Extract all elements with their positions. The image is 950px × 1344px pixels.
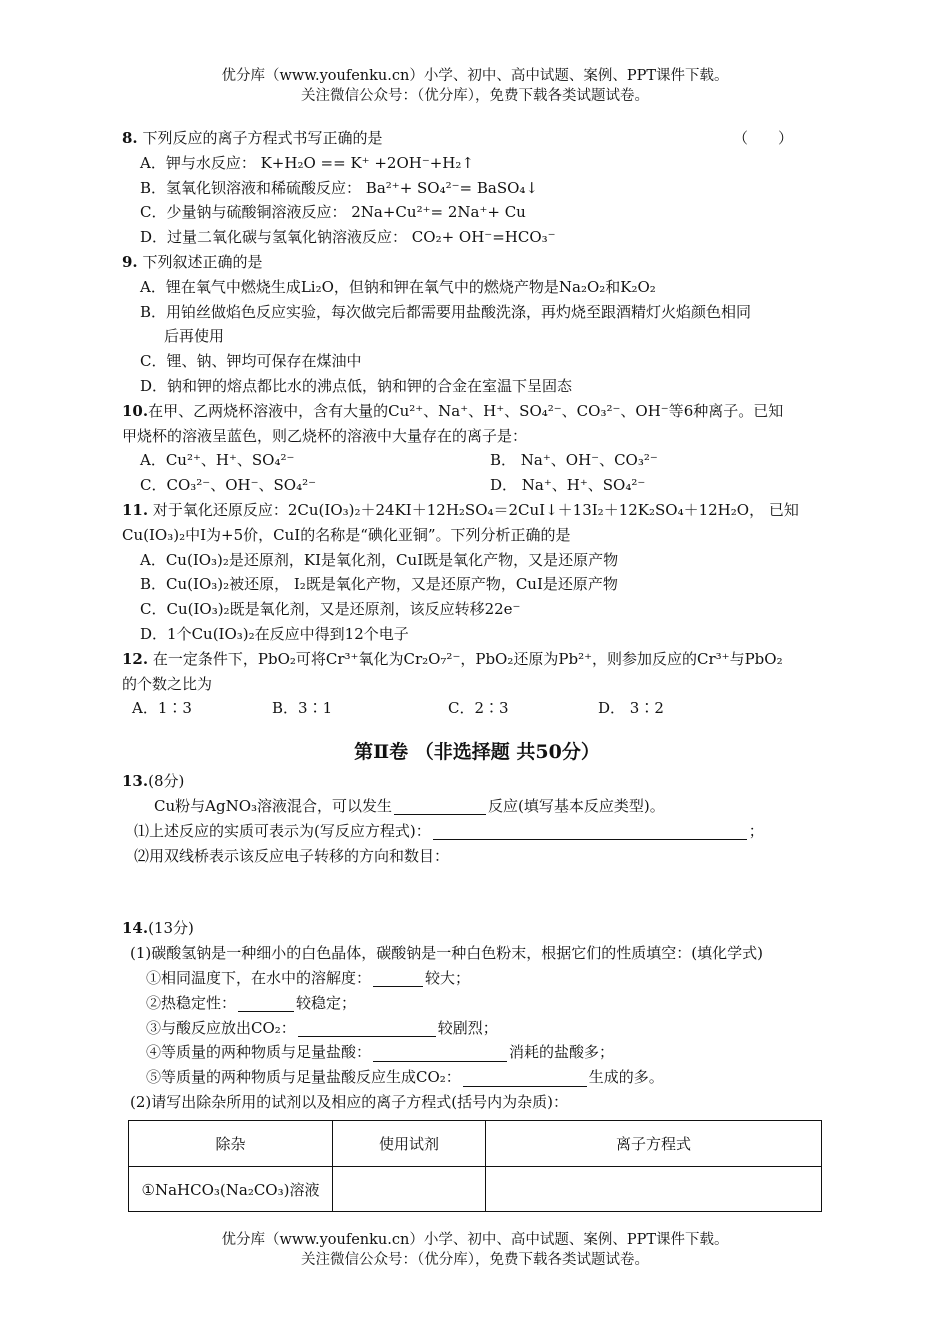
q13-line-1 [122, 794, 832, 819]
q14-blank-4[interactable] [373, 1045, 507, 1062]
question-12-text: 在一定条件下，PbO₂可将Cr³⁺氧化为Cr₂O₇²⁻，PbO₂还原为Pb²⁺，则参加反应的Cr³⁺与PbO₂ [148, 649, 783, 668]
q14-part-2: (2)请写出除杂所用的试剂以及相应的离子方程式(括号内为杂质)： [130, 1092, 568, 1111]
header-line-1: 优分库（www.youfenku.cn）小学、初中、高中试题、案例、PPT课件下载。 [221, 68, 729, 84]
q10-option-d: D． Na⁺、H⁺、SO₄²⁻ [490, 476, 646, 495]
q13-line-2 [122, 819, 832, 844]
table-cell-equation[interactable] [486, 1167, 822, 1212]
q13-line-2-suffix: ； [748, 821, 764, 840]
q11-option-d: D．1个Cu(IO₃)₂在反应中得到12个电子 [140, 624, 409, 643]
q10-option-b: B． Na⁺、OH⁻、CO₃²⁻ [490, 451, 658, 470]
q10-option-c: C．CO₃²⁻、OH⁻、SO₄²⁻ [140, 476, 317, 495]
q14-item-2-text: ②热稳定性： [146, 993, 237, 1012]
q8-option-a: A．钾与水反应： K+H₂O == K⁺ +2OH⁻+H₂↑ [140, 153, 474, 172]
q12-option-b: B．3∶1 [272, 699, 333, 718]
question-10-stem [122, 399, 832, 424]
q14-blank-5[interactable] [463, 1070, 587, 1087]
q11-option-c: C．Cu(IO₃)₂既是氧化剂，又是还原剂，该反应转移22e⁻ [140, 600, 521, 619]
question-12-number: 12. [122, 649, 149, 668]
table-header-equation: 离子方程式 [486, 1121, 822, 1167]
question-11-number: 11. [122, 500, 149, 519]
question-11-text-2: Cu(IO₃)₂中I为+5价，CuI的名称是“碘化亚铜”。下列分析正确的是 [122, 525, 571, 544]
q13-line-2-text: ⑴上述反应的实质可表示为(写反应方程式)： [134, 821, 431, 840]
q13-line-3: ⑵用双线桥表示该反应电子转移的方向和数目： [134, 846, 450, 865]
q12-option-c: C．2∶3 [448, 699, 509, 718]
question-10-text-2: 甲烧杯的溶液呈蓝色，则乙烧杯的溶液中大量存在的离子是： [122, 426, 528, 445]
question-14-heading [122, 916, 832, 941]
q13-answer-space[interactable] [122, 868, 832, 916]
q14-item-5 [122, 1065, 832, 1090]
q14-item-1 [122, 966, 832, 991]
q12-options-row [122, 696, 832, 721]
q14-item-5-text: ⑤等质量的两种物质与足量盐酸反应生成CO₂： [146, 1068, 461, 1087]
question-10-text: 在甲、乙两烧杯溶液中，含有大量的Cu²⁺、Na⁺、H⁺、SO₄²⁻、CO₃²⁻、OH⁻等6种离子。已知 [148, 401, 784, 420]
q9-option-b: B．用铂丝做焰色反应实验，每次做完后都需要用盐酸洗涤，再灼烧至跟酒精灯火焰颜色相同 [140, 302, 752, 321]
q14-part-1: (1)碳酸氢钠是一种细小的白色晶体，碳酸钠是一种白色粉末，根据它们的性质填空：(填化学式) [130, 944, 763, 963]
question-11-stem [122, 498, 832, 523]
q14-item-1-suffix: 较大； [425, 968, 471, 987]
footer-line-2: 关注微信公众号：（优分库），免费下载各类试题试卷。 [301, 1252, 649, 1268]
q10-options-row-1 [122, 448, 832, 473]
q9-option-c: C．锂、钠、钾均可保存在煤油中 [140, 352, 362, 371]
question-14-score: (13分) [148, 919, 194, 938]
header-line-2: 关注微信公众号：（优分库），免费下载各类试题试卷。 [301, 88, 649, 104]
section-2-title: 第Ⅱ卷 （非选择题 共50分） [354, 741, 600, 764]
table-header-reagent: 使用试剂 [333, 1121, 486, 1167]
q9-option-b-cont: 后再使用 [164, 327, 225, 346]
q14-item-1-text: ①相同温度下，在水中的溶解度： [146, 968, 372, 987]
question-8-stem [122, 126, 832, 151]
question-9-stem [122, 250, 832, 275]
table-header-row [129, 1121, 822, 1167]
answer-paren: （ ） [733, 129, 794, 147]
footer-line-1: 优分库（www.youfenku.cn）小学、初中、高中试题、案例、PPT课件下载。 [221, 1232, 729, 1248]
exam-content [122, 126, 832, 1115]
table-header-impurity: 除杂 [129, 1121, 333, 1167]
question-12-stem [122, 647, 832, 672]
q13-line-1-suffix: 反应(填写基本反应类型)。 [488, 796, 665, 815]
q12-option-d: D． 3∶2 [598, 699, 664, 718]
question-12-text-2: 的个数之比为 [122, 674, 213, 693]
question-13-score: (8分) [148, 772, 185, 791]
purification-table [128, 1120, 822, 1212]
q14-item-2 [122, 991, 832, 1016]
q8-option-b: B．氢氧化钡溶液和稀硫酸反应： Ba²⁺+ SO₄²⁻= BaSO₄↓ [140, 178, 538, 197]
q14-blank-2[interactable] [238, 995, 294, 1012]
q14-item-2-suffix: 较稳定； [296, 993, 357, 1012]
q8-option-c: C．少量钠与硫酸铜溶液反应： 2Na+Cu²⁺= 2Na⁺+ Cu [140, 203, 526, 222]
question-13-heading [122, 769, 832, 794]
q11-option-a: A．Cu(IO₃)₂是还原剂，KI是氧化剂，CuI既是氧化产物，又是还原产物 [140, 550, 619, 569]
q14-blank-3[interactable] [298, 1020, 436, 1037]
table-cell-impurity: ①NaHCO₃(Na₂CO₃)溶液 [129, 1167, 333, 1212]
q8-option-d: D．过量二氧化碳与氢氧化钠溶液反应： CO₂+ OH⁻=HCO₃⁻ [140, 228, 556, 247]
q14-item-3 [122, 1016, 832, 1041]
q9-option-a: A．锂在氧气中燃烧生成Li₂O，但钠和钾在氧气中的燃烧产物是Na₂O₂和K₂O₂ [140, 277, 656, 296]
q11-option-b: B．Cu(IO₃)₂被还原， I₂既是氧化产物，又是还原产物，CuI是还原产物 [140, 575, 618, 594]
q14-item-3-suffix: 较剧烈； [437, 1018, 498, 1037]
q14-blank-1[interactable] [373, 970, 423, 987]
q14-item-3-text: ③与酸反应放出CO₂： [146, 1018, 296, 1037]
page-footer [0, 1230, 950, 1270]
table-row [129, 1167, 822, 1212]
question-11-text: 对于氧化还原反应：2Cu(IO₃)₂＋24KI＋12H₂SO₄＝2CuI↓＋13I₂＋12K₂SO₄＋12H₂O， 已知 [148, 500, 799, 519]
q12-option-a: A．1∶3 [132, 699, 192, 718]
q10-option-a: A．Cu²⁺、H⁺、SO₄²⁻ [140, 451, 295, 470]
q14-item-4 [122, 1040, 832, 1065]
q13-blank-equation[interactable] [433, 823, 747, 840]
q9-option-d: D．钠和钾的熔点都比水的沸点低，钠和钾的合金在室温下呈固态 [140, 376, 573, 395]
page-header [0, 66, 950, 106]
question-9-text: 下列叙述正确的是 [142, 252, 263, 271]
question-8-text: 下列反应的离子方程式书写正确的是 [142, 129, 383, 147]
q10-options-row-2 [122, 473, 832, 498]
question-14-number: 14. [122, 919, 149, 938]
q13-line-1-text: Cu粉与AgNO₃溶液混合，可以发生 [154, 796, 393, 815]
table-cell-reagent[interactable] [333, 1167, 486, 1212]
question-13-number: 13. [122, 772, 149, 791]
q13-blank-reaction-type[interactable] [394, 798, 486, 815]
question-9-number: 9. [122, 252, 138, 271]
q14-item-5-suffix: 生成的多。 [588, 1068, 664, 1087]
q14-item-4-text: ④等质量的两种物质与足量盐酸： [146, 1043, 372, 1062]
q14-item-4-suffix: 消耗的盐酸多； [509, 1043, 615, 1062]
question-10-number: 10. [122, 401, 149, 420]
question-8-number: 8. [122, 129, 138, 147]
